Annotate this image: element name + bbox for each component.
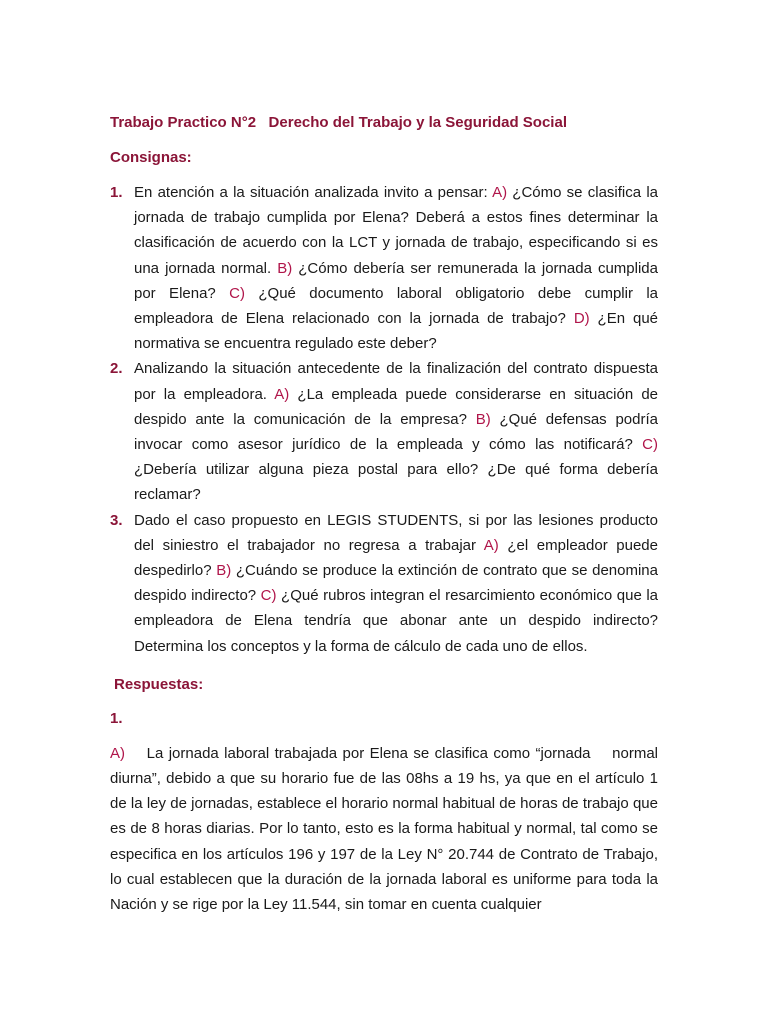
option-label: B) xyxy=(475,410,491,428)
option-label: D) xyxy=(573,310,590,328)
item-text-segment: ¿La empleada puede considerarse en situación de despido ante la comunicación de la empresa? xyxy=(134,385,659,428)
item-number: 2. xyxy=(110,360,123,378)
item-text-segment: ¿Cuándo se produce la extinción de contrato que se denomina despido indirecto? xyxy=(134,562,658,605)
item-text-segment: ¿Cómo debería ser remunerada la jornada cumplida por Elena? xyxy=(134,259,658,302)
item-text-segment: ¿Cómo se clasifica la jornada de trabajo cumplida por Elena? Deberá a estos fines determinar la clasificación de acuerdo con la LCT y jornada de trabajo, especificando si es una jornada normal. xyxy=(134,184,658,277)
item-text xyxy=(134,512,658,655)
respuesta-a-label: A) xyxy=(110,744,125,762)
option-label: A) xyxy=(492,184,508,201)
option-label: C) xyxy=(260,587,277,605)
item-text-segment: ¿el empleador puede despedirlo? xyxy=(134,536,658,580)
respuesta-a-paragraph xyxy=(110,741,663,917)
list-item xyxy=(110,508,658,659)
item-number: 3. xyxy=(110,511,123,529)
consignas-list xyxy=(110,180,658,659)
option-label: C) xyxy=(642,436,658,454)
document-page xyxy=(110,108,663,917)
consignas-heading: Consignas: xyxy=(110,149,192,166)
item-text-segment: ¿Qué documento laboral obligatorio debe cumplir la empleadora de Elena relacionado con la jornada de trabajo? xyxy=(134,284,658,328)
item-text-segment: ¿En qué normativa se encuentra regulado este deber? xyxy=(134,310,658,353)
option-label: C) xyxy=(229,284,245,302)
item-text-segment: En atención a la situación analizada invito a pensar: xyxy=(134,184,493,201)
option-label: B) xyxy=(216,562,232,580)
option-label: A) xyxy=(483,536,499,554)
respuesta-a-text: La jornada laboral trabajada por Elena se clasifica como “jornada normal diurna”, debido a que su horario fue de las 08hs a 19 hs, ya que en el artículo 1 de la ley de jornadas, establece el horario normal habitual de horas de trabajo que es de 8 horas diarias. Por lo tanto, esto es la forma habitual y normal, tal como se especifica en los artículos 196 y 197 de la Ley N° 20.744 de Contrato de Trabajo, lo cual establecen que la duración de la jornada laboral es uniforme para toda la Nación y se rige por la Ley 11.544, sin tomar en cuenta cualquier xyxy=(110,744,663,914)
item-text-segment: Analizando la situación antecedente de la finalización del contrato dispuesta por la empleadora. xyxy=(134,360,658,403)
item-text-segment: Dado el caso propuesto en LEGIS STUDENTS, si por las lesiones producto del siniestro el trabajador no regresa a trabajar xyxy=(134,511,658,554)
option-label: A) xyxy=(274,385,290,403)
respuestas-heading: Respuestas: xyxy=(114,675,204,693)
document-title: Trabajo Practico N°2 Derecho del Trabajo y la Seguridad Social xyxy=(110,114,567,131)
item-number: 1. xyxy=(110,184,123,201)
respuesta-number: 1. xyxy=(110,709,123,727)
item-text xyxy=(134,184,658,352)
item-text-segment: ¿Qué defensas podría invocar como asesor jurídico de la empleada y cómo las notificará? xyxy=(134,410,658,454)
item-text-segment: ¿Qué rubros integran el resarcimiento económico que la empleadora de Elena tendría que abonar ante un despido indirecto? Determina los conceptos y la forma de cálculo de cada uno de ellos. xyxy=(134,587,658,655)
list-item xyxy=(110,356,658,507)
item-text xyxy=(134,360,658,503)
list-item xyxy=(110,180,658,356)
option-label: B) xyxy=(277,259,293,277)
item-text-segment: ¿Debería utilizar alguna pieza postal para ello? ¿De qué forma debería reclamar? xyxy=(134,461,658,504)
